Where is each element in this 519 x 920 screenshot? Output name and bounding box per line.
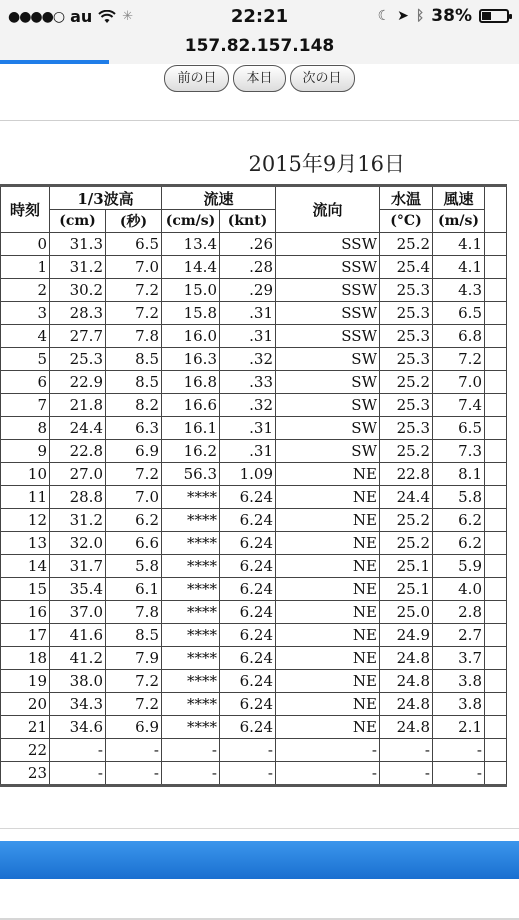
- cell-direction: NE: [276, 624, 380, 647]
- cell-wave-height: 27.7: [50, 325, 106, 348]
- status-right: [378, 6, 509, 26]
- table-row: [1, 486, 507, 509]
- cell-current-cms: 16.8: [162, 371, 220, 394]
- cell-wave-period: 6.5: [106, 233, 162, 256]
- cell-extra: [485, 624, 507, 647]
- cell-wave-height: 41.2: [50, 647, 106, 670]
- cell-time: 16: [1, 601, 50, 624]
- cell-wave-height: 41.6: [50, 624, 106, 647]
- cell-direction: -: [276, 762, 380, 786]
- cell-wave-height: -: [50, 739, 106, 762]
- cell-wave-period: 7.0: [106, 486, 162, 509]
- cell-time: 0: [1, 233, 50, 256]
- cell-water-temp: 25.3: [380, 417, 433, 440]
- status-bar: [0, 0, 519, 64]
- cell-current-knt: 6.24: [220, 486, 276, 509]
- battery-fill: [482, 12, 491, 20]
- cell-time: 20: [1, 693, 50, 716]
- cell-current-knt: -: [220, 739, 276, 762]
- cell-wave-height: 31.2: [50, 256, 106, 279]
- battery-percent: 38%: [431, 6, 472, 26]
- cell-wave-period: 7.2: [106, 279, 162, 302]
- cell-wind-speed: 4.3: [433, 279, 485, 302]
- cell-extra: [485, 394, 507, 417]
- cell-current-knt: 6.24: [220, 624, 276, 647]
- sub-wave-height: (cm): [50, 210, 106, 233]
- sub-current-cms: (cm/s): [162, 210, 220, 233]
- divider: [0, 120, 519, 121]
- col-direction: 流向: [276, 186, 380, 233]
- cell-wave-period: 7.2: [106, 463, 162, 486]
- cell-water-temp: 25.2: [380, 233, 433, 256]
- table-row: [1, 440, 507, 463]
- cell-wave-height: 35.4: [50, 578, 106, 601]
- cell-direction: SW: [276, 440, 380, 463]
- cell-direction: SSW: [276, 302, 380, 325]
- cell-wave-period: 7.2: [106, 670, 162, 693]
- cell-water-temp: 24.8: [380, 716, 433, 739]
- cell-wind-speed: 5.9: [433, 555, 485, 578]
- cell-water-temp: 22.8: [380, 463, 433, 486]
- cell-water-temp: -: [380, 739, 433, 762]
- cell-current-knt: 1.09: [220, 463, 276, 486]
- cell-current-cms: ****: [162, 555, 220, 578]
- cell-wave-height: 38.0: [50, 670, 106, 693]
- cell-current-knt: 6.24: [220, 670, 276, 693]
- observation-table: [0, 184, 507, 787]
- cell-extra: [485, 762, 507, 786]
- cell-wind-speed: 2.1: [433, 716, 485, 739]
- cell-water-temp: 25.3: [380, 279, 433, 302]
- cell-current-knt: 6.24: [220, 647, 276, 670]
- bluetooth-icon: ᛒ: [415, 8, 425, 24]
- table-row: [1, 555, 507, 578]
- cell-current-knt: 6.24: [220, 532, 276, 555]
- cell-current-cms: ****: [162, 624, 220, 647]
- cell-water-temp: 24.8: [380, 647, 433, 670]
- cell-time: 3: [1, 302, 50, 325]
- cell-wave-height: -: [50, 762, 106, 786]
- cell-wave-period: 8.5: [106, 348, 162, 371]
- cell-wind-speed: 3.7: [433, 647, 485, 670]
- cell-current-cms: -: [162, 739, 220, 762]
- cell-current-cms: ****: [162, 601, 220, 624]
- cell-wave-period: 8.5: [106, 371, 162, 394]
- cell-wind-speed: 4.0: [433, 578, 485, 601]
- page-load-progress: [0, 60, 109, 64]
- cell-direction: NE: [276, 693, 380, 716]
- table-row: [1, 693, 507, 716]
- table-row: [1, 233, 507, 256]
- footer-bar: [0, 841, 519, 879]
- cell-current-knt: 6.24: [220, 693, 276, 716]
- cell-direction: SSW: [276, 233, 380, 256]
- next-day-button[interactable]: 次の日: [290, 65, 355, 92]
- cell-extra: [485, 325, 507, 348]
- cell-wave-period: 6.6: [106, 532, 162, 555]
- cell-direction: SSW: [276, 279, 380, 302]
- cell-wave-period: 6.1: [106, 578, 162, 601]
- cell-direction: SW: [276, 371, 380, 394]
- cell-time: 13: [1, 532, 50, 555]
- cell-water-temp: 25.3: [380, 348, 433, 371]
- cell-extra: [485, 371, 507, 394]
- cell-wave-height: 24.4: [50, 417, 106, 440]
- cell-current-cms: 13.4: [162, 233, 220, 256]
- cell-extra: [485, 578, 507, 601]
- cell-direction: -: [276, 739, 380, 762]
- cell-extra: [485, 716, 507, 739]
- cell-wind-speed: 5.8: [433, 486, 485, 509]
- cell-time: 23: [1, 762, 50, 786]
- cell-water-temp: 24.8: [380, 670, 433, 693]
- cell-current-knt: .26: [220, 233, 276, 256]
- table-row: [1, 624, 507, 647]
- cell-direction: SW: [276, 417, 380, 440]
- cell-wind-speed: -: [433, 762, 485, 786]
- moon-icon: ☾: [377, 8, 391, 24]
- cell-time: 19: [1, 670, 50, 693]
- cell-wave-height: 31.7: [50, 555, 106, 578]
- cell-direction: NE: [276, 555, 380, 578]
- cell-wind-speed: 2.7: [433, 624, 485, 647]
- sub-water-temp-unit: (°C): [380, 210, 433, 233]
- clock: 22:21: [230, 6, 289, 27]
- cell-wave-period: 7.9: [106, 647, 162, 670]
- cell-water-temp: 25.1: [380, 578, 433, 601]
- cell-extra: [485, 463, 507, 486]
- cell-direction: NE: [276, 601, 380, 624]
- cell-wave-height: 21.8: [50, 394, 106, 417]
- cell-direction: NE: [276, 509, 380, 532]
- cell-wave-height: 27.0: [50, 463, 106, 486]
- cell-current-cms: 16.1: [162, 417, 220, 440]
- col-wave: 1/3波高: [50, 186, 162, 210]
- table-row: [1, 417, 507, 440]
- cell-time: 21: [1, 716, 50, 739]
- cell-direction: SW: [276, 394, 380, 417]
- cell-water-temp: 25.0: [380, 601, 433, 624]
- sub-wind-unit: (m/s): [433, 210, 485, 233]
- cell-wind-speed: 7.3: [433, 440, 485, 463]
- table-row: [1, 739, 507, 762]
- cell-current-cms: 56.3: [162, 463, 220, 486]
- cell-wave-period: 8.2: [106, 394, 162, 417]
- col-wind-speed: 風速: [433, 186, 485, 210]
- cell-direction: SW: [276, 348, 380, 371]
- cell-wave-height: 32.0: [50, 532, 106, 555]
- cell-wave-period: 7.8: [106, 325, 162, 348]
- cell-current-cms: 16.6: [162, 394, 220, 417]
- cell-direction: SSW: [276, 325, 380, 348]
- cell-current-knt: -: [220, 762, 276, 786]
- cell-extra: [485, 647, 507, 670]
- cell-time: 2: [1, 279, 50, 302]
- cell-water-temp: -: [380, 762, 433, 786]
- table-row: [1, 256, 507, 279]
- cell-extra: [485, 601, 507, 624]
- battery-icon: [479, 9, 509, 23]
- cell-extra: [485, 486, 507, 509]
- cell-wave-period: 7.0: [106, 256, 162, 279]
- cell-water-temp: 25.2: [380, 440, 433, 463]
- cell-wave-period: 6.2: [106, 509, 162, 532]
- cell-current-knt: 6.24: [220, 509, 276, 532]
- cell-current-cms: -: [162, 762, 220, 786]
- cell-time: 1: [1, 256, 50, 279]
- cell-wave-period: 5.8: [106, 555, 162, 578]
- cell-extra: [485, 440, 507, 463]
- cell-current-knt: .33: [220, 371, 276, 394]
- cell-water-temp: 25.3: [380, 394, 433, 417]
- divider: [0, 828, 519, 829]
- cell-current-knt: .32: [220, 394, 276, 417]
- cell-extra: [485, 670, 507, 693]
- cell-wave-height: 25.3: [50, 348, 106, 371]
- table-row: [1, 371, 507, 394]
- cell-wind-speed: 6.8: [433, 325, 485, 348]
- cell-extra: [485, 302, 507, 325]
- cell-wave-period: 7.2: [106, 693, 162, 716]
- cell-wave-period: 6.9: [106, 716, 162, 739]
- cell-wave-height: 22.8: [50, 440, 106, 463]
- loading-icon: ✳: [122, 9, 134, 24]
- cell-time: 11: [1, 486, 50, 509]
- day-navigation: [0, 65, 519, 92]
- cell-extra: [485, 233, 507, 256]
- cell-current-knt: 6.24: [220, 555, 276, 578]
- cell-current-knt: .31: [220, 440, 276, 463]
- cell-time: 6: [1, 371, 50, 394]
- cell-wave-height: 34.3: [50, 693, 106, 716]
- table-row: [1, 325, 507, 348]
- col-time: 時刻: [1, 186, 50, 233]
- cell-wave-period: -: [106, 762, 162, 786]
- cell-time: 15: [1, 578, 50, 601]
- cell-wave-height: 31.2: [50, 509, 106, 532]
- cell-current-cms: 16.2: [162, 440, 220, 463]
- cell-extra: [485, 417, 507, 440]
- cell-current-knt: .29: [220, 279, 276, 302]
- cell-time: 8: [1, 417, 50, 440]
- cell-current-cms: ****: [162, 578, 220, 601]
- cell-water-temp: 24.9: [380, 624, 433, 647]
- table-row: [1, 394, 507, 417]
- table-row: [1, 716, 507, 739]
- sub-current-knt: (knt): [220, 210, 276, 233]
- cell-time: 10: [1, 463, 50, 486]
- table-row: [1, 601, 507, 624]
- table-row: [1, 670, 507, 693]
- cell-water-temp: 25.3: [380, 302, 433, 325]
- cell-water-temp: 25.2: [380, 532, 433, 555]
- cell-current-knt: .31: [220, 417, 276, 440]
- cell-current-cms: 14.4: [162, 256, 220, 279]
- cell-direction: SSW: [276, 256, 380, 279]
- table-row: [1, 279, 507, 302]
- cell-extra: [485, 739, 507, 762]
- cell-water-temp: 25.2: [380, 371, 433, 394]
- cell-wave-height: 31.3: [50, 233, 106, 256]
- cell-current-knt: 6.24: [220, 578, 276, 601]
- table-row: [1, 348, 507, 371]
- cell-wind-speed: 7.0: [433, 371, 485, 394]
- cell-current-knt: 6.24: [220, 601, 276, 624]
- cell-extra: [485, 256, 507, 279]
- cell-wind-speed: 6.5: [433, 417, 485, 440]
- today-button[interactable]: 本日: [233, 65, 285, 92]
- cell-direction: NE: [276, 647, 380, 670]
- table-row: [1, 762, 507, 786]
- cell-direction: NE: [276, 716, 380, 739]
- table-row: [1, 463, 507, 486]
- cell-extra: [485, 279, 507, 302]
- url-bar[interactable]: 157.82.157.148: [184, 36, 335, 56]
- cell-current-cms: 15.8: [162, 302, 220, 325]
- col-current: 流速: [162, 186, 276, 210]
- sub-wave-period: (秒): [106, 210, 162, 233]
- cell-extra: [485, 532, 507, 555]
- cell-wave-period: 6.9: [106, 440, 162, 463]
- cell-current-cms: ****: [162, 693, 220, 716]
- cell-direction: NE: [276, 670, 380, 693]
- cell-time: 4: [1, 325, 50, 348]
- cell-water-temp: 25.2: [380, 509, 433, 532]
- cell-wind-speed: 8.1: [433, 463, 485, 486]
- cell-wave-height: 37.0: [50, 601, 106, 624]
- cell-water-temp: 24.8: [380, 693, 433, 716]
- cell-direction: NE: [276, 578, 380, 601]
- cell-wave-height: 30.2: [50, 279, 106, 302]
- cell-direction: NE: [276, 486, 380, 509]
- table-row: [1, 647, 507, 670]
- cell-time: 9: [1, 440, 50, 463]
- cell-current-knt: .31: [220, 325, 276, 348]
- cell-direction: NE: [276, 532, 380, 555]
- cell-water-temp: 25.3: [380, 325, 433, 348]
- cell-wind-speed: 7.2: [433, 348, 485, 371]
- col-extra: [485, 186, 507, 233]
- location-arrow-icon: ➤: [397, 8, 409, 24]
- cell-water-temp: 25.1: [380, 555, 433, 578]
- cell-wind-speed: -: [433, 739, 485, 762]
- cell-wind-speed: 7.4: [433, 394, 485, 417]
- table-row: [1, 578, 507, 601]
- cell-time: 12: [1, 509, 50, 532]
- prev-day-button[interactable]: 前の日: [164, 65, 229, 92]
- cell-extra: [485, 509, 507, 532]
- cell-wave-height: 28.8: [50, 486, 106, 509]
- cell-current-knt: .31: [220, 302, 276, 325]
- cell-current-cms: ****: [162, 647, 220, 670]
- cell-direction: NE: [276, 463, 380, 486]
- cell-wind-speed: 6.2: [433, 532, 485, 555]
- cell-extra: [485, 693, 507, 716]
- cell-wave-period: 7.8: [106, 601, 162, 624]
- cell-wind-speed: 2.8: [433, 601, 485, 624]
- cell-wind-speed: 3.8: [433, 693, 485, 716]
- cell-water-temp: 25.4: [380, 256, 433, 279]
- cell-extra: [485, 348, 507, 371]
- cell-time: 18: [1, 647, 50, 670]
- cell-time: 5: [1, 348, 50, 371]
- cell-wave-period: 6.3: [106, 417, 162, 440]
- carrier-name: au: [70, 7, 93, 26]
- cell-current-knt: 6.24: [220, 716, 276, 739]
- cell-wave-period: -: [106, 739, 162, 762]
- table-row: [1, 509, 507, 532]
- cell-time: 22: [1, 739, 50, 762]
- cell-current-cms: 15.0: [162, 279, 220, 302]
- cell-current-cms: ****: [162, 716, 220, 739]
- cell-wave-height: 22.9: [50, 371, 106, 394]
- cell-wind-speed: 3.8: [433, 670, 485, 693]
- cell-wave-height: 28.3: [50, 302, 106, 325]
- page-date: 2015年9月16日: [248, 152, 405, 176]
- cell-wave-period: 7.2: [106, 302, 162, 325]
- cell-current-knt: .32: [220, 348, 276, 371]
- cell-current-cms: ****: [162, 532, 220, 555]
- col-water-temp: 水温: [380, 186, 433, 210]
- cell-current-cms: ****: [162, 670, 220, 693]
- cell-current-cms: 16.0: [162, 325, 220, 348]
- cell-current-knt: .28: [220, 256, 276, 279]
- cell-wind-speed: 4.1: [433, 256, 485, 279]
- table-row: [1, 302, 507, 325]
- signal-dots-icon: ●●●●○: [8, 8, 65, 25]
- cell-wind-speed: 4.1: [433, 233, 485, 256]
- cell-time: 14: [1, 555, 50, 578]
- cell-wind-speed: 6.5: [433, 302, 485, 325]
- table-row: [1, 532, 507, 555]
- cell-time: 17: [1, 624, 50, 647]
- cell-wave-height: 34.6: [50, 716, 106, 739]
- cell-wave-period: 8.5: [106, 624, 162, 647]
- cell-current-cms: ****: [162, 486, 220, 509]
- cell-time: 7: [1, 394, 50, 417]
- cell-extra: [485, 555, 507, 578]
- cell-wind-speed: 6.2: [433, 509, 485, 532]
- cell-current-cms: ****: [162, 509, 220, 532]
- cell-water-temp: 24.4: [380, 486, 433, 509]
- cell-current-cms: 16.3: [162, 348, 220, 371]
